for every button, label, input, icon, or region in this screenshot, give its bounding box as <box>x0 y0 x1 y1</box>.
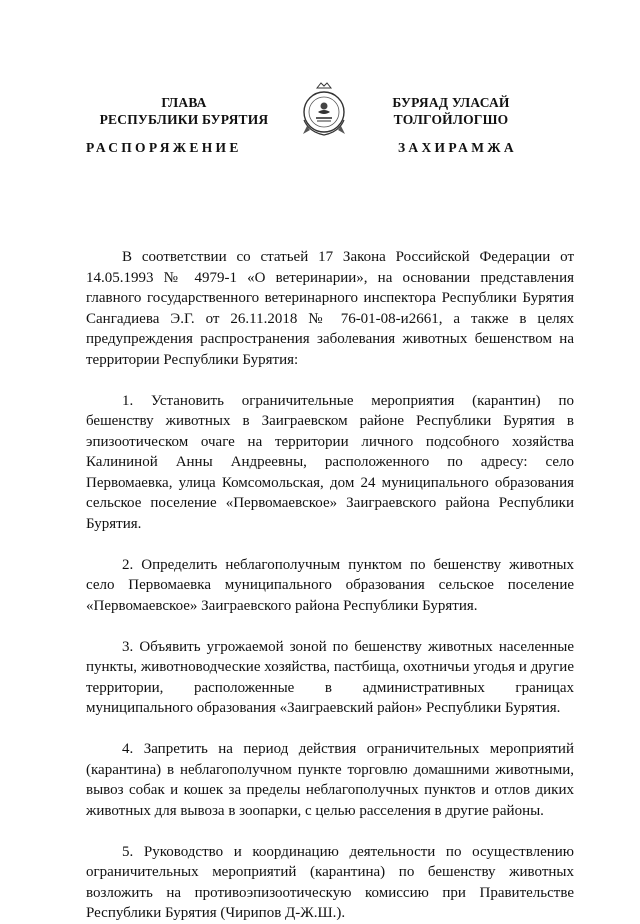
issuer-title-buryat <box>362 94 540 128</box>
clause-paragraph: 5. Руководство и координацию деятельности по осуществлению ограничительных мероприятий (карантина) по бешенству животных возложить на противоэпизоотическую комиссию при Правительстве Республики Бурятия (Чирипов Д-Ж.Ш.). <box>86 843 574 921</box>
issuer-title-line: ГЛАВА <box>161 95 207 110</box>
document-type-buryat: ЗАХИРАМЖА <box>398 140 517 155</box>
clause-paragraph: 4. Запретить на период действия ограничительных мероприятий (карантина) в неблагополучном пункте торговлю домашними животными, вывоз собак и кошек за пределы неблагополучных пунктов и отлов диких животных для вывоза в зоопарки, с целью расселения в другие районы. <box>86 741 574 819</box>
clause-paragraph: 3. Объявить угрожаемой зоной по бешенству животных населенные пункты, животноводческие хозяйства, пастбища, охотничьи угодья и другие территории, расположенные в административных границах муниципального образования «Заиграевский район» Республики Бурятия. <box>86 638 574 716</box>
issuer-title-line: БУРЯАД УЛАСАЙ <box>392 95 510 110</box>
coat-of-arms-icon <box>299 80 349 140</box>
document-type-russian: РАСПОРЯЖЕНИЕ <box>86 140 242 155</box>
clause-paragraph: 1. Установить ограничительные мероприятия (карантин) по бешенству животных в Заиграевском районе Республики Бурятия в эпизоотическом очаге на территории личного подсобного хозяйства Калининой Анны Андреевны, расположенного по адресу: село Первомаевка, улица Комсомольская, дом 24 муниципального образования сельское поселение «Первомаевское» Заиграевского района Республики Бурятия. <box>86 392 574 532</box>
document-body <box>86 247 574 924</box>
preamble-paragraph: В соответствии со статьей 17 Закона Российской Федерации от 14.05.1993 № 4979-1 «О ветеринарии», на основании представления главного государственного ветеринарного инспектора Республики Бурятия Сангадиева Э.Г. от 26.11.2018 № 76-01-08-и2661, а также в целях предупреждения распространения заболевания животных бешенством на территории Республики Бурятия: <box>86 249 574 368</box>
issuer-title-line: ТОЛГОЙЛОГШО <box>393 112 509 127</box>
clause-paragraph: 2. Определить неблагополучным пунктом по бешенству животных село Первомаевка муниципального образования сельское поселение «Первомаевское» Заиграевского района Республики Бурятия. <box>86 556 574 614</box>
issuer-title-russian <box>78 94 290 128</box>
issuer-title-line: РЕСПУБЛИКИ БУРЯТИЯ <box>99 112 269 127</box>
